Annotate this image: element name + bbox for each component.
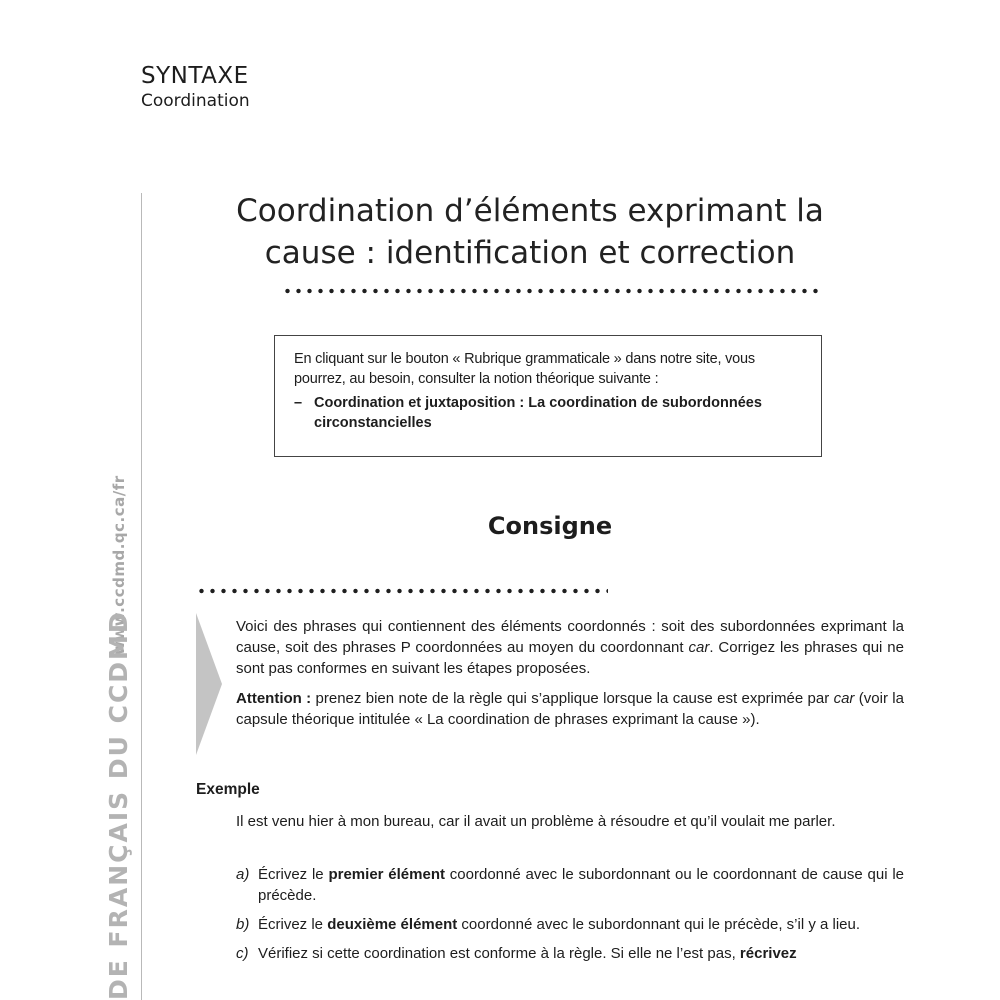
- step-text-post: coordonné avec le subordonnant ou le coordonnant de cause qui le précède.: [258, 866, 905, 904]
- title-dotted-rule: [282, 288, 818, 294]
- list-item: [236, 943, 904, 964]
- step-text-strong: premier élément: [328, 866, 445, 883]
- info-item-text: Coordination et juxtaposition : La coordination de subordonnées circonstancielles: [314, 395, 762, 431]
- p1-emphasis: car: [688, 639, 710, 656]
- info-item-dash: –: [294, 395, 303, 411]
- step-text-pre: Vérifiez si cette coordination est conforme à la règle. Si elle ne l’est pas,: [258, 945, 740, 962]
- step-label: b): [236, 916, 250, 933]
- info-box: [274, 335, 822, 457]
- attention-label: Attention :: [236, 690, 312, 707]
- sidebar-url-text: www.ccdmd.qc.ca/fr: [110, 475, 128, 655]
- margin-rule: [141, 193, 142, 1000]
- instructions: [236, 616, 904, 739]
- p2-emphasis: car: [833, 690, 855, 707]
- step-text-strong: récrivez: [739, 945, 797, 962]
- info-text: En cliquant sur le bouton « Rubrique grammaticale » dans notre site, vous pourrez, au besoin, consulter la notion théorique suivante :: [294, 351, 755, 387]
- p2-text-b: (voir la capsule théorique intitulée « La coordination de phrases exprimant la cause »).: [236, 690, 904, 728]
- document-title: [200, 190, 860, 274]
- step-text-strong: deuxième élément: [327, 916, 458, 933]
- info-item: [294, 393, 805, 433]
- p1-text-b: . Corrigez les phrases qui ne sont pas conformes en suivant les étapes proposées.: [236, 639, 904, 677]
- example-sentence: Il est venu hier à mon bureau, car il avait un problème à résoudre et qu’il voulait me parler.: [236, 813, 836, 830]
- example-heading: Exemple: [196, 781, 260, 798]
- consigne-heading: Consigne: [487, 512, 613, 540]
- chevron-right-icon: [196, 613, 222, 755]
- instructions-paragraph-2: [236, 688, 904, 730]
- title-line-2: cause : identification et correction: [264, 235, 796, 271]
- p2-text-a: prenez bien note de la règle qui s’applique lorsque la cause est exprimée par: [311, 690, 834, 707]
- step-text-pre: Écrivez le: [258, 866, 329, 883]
- step-text-pre: Écrivez le: [258, 916, 328, 933]
- page-header: [141, 62, 250, 112]
- step-text: [258, 864, 904, 906]
- list-item: [236, 864, 904, 906]
- step-text: [258, 943, 904, 964]
- title-line-1: Coordination d’éléments exprimant la: [236, 193, 824, 229]
- p1-text-a: Voici des phrases qui contiennent des éléments coordonnés : soit des subordonnées exprimant la cause, soit des phrases P coordonnées au moyen du coordonnant: [236, 618, 904, 656]
- section-label: SYNTAXE: [141, 63, 249, 89]
- instructions-paragraph-1: [236, 616, 904, 679]
- step-label: a): [236, 866, 250, 883]
- step-text: [258, 914, 904, 935]
- step-text-post: coordonné avec le subordonnant qui le précède, s’il y a lieu.: [457, 916, 861, 933]
- subsection-label: Coordination: [141, 91, 250, 111]
- step-list: [236, 864, 904, 972]
- list-item: [236, 914, 904, 935]
- consigne-dotted-rule: [196, 588, 608, 594]
- step-label: c): [236, 945, 249, 962]
- sidebar-brand-text: DE FRANÇAIS DU CCDMD: [104, 610, 133, 1000]
